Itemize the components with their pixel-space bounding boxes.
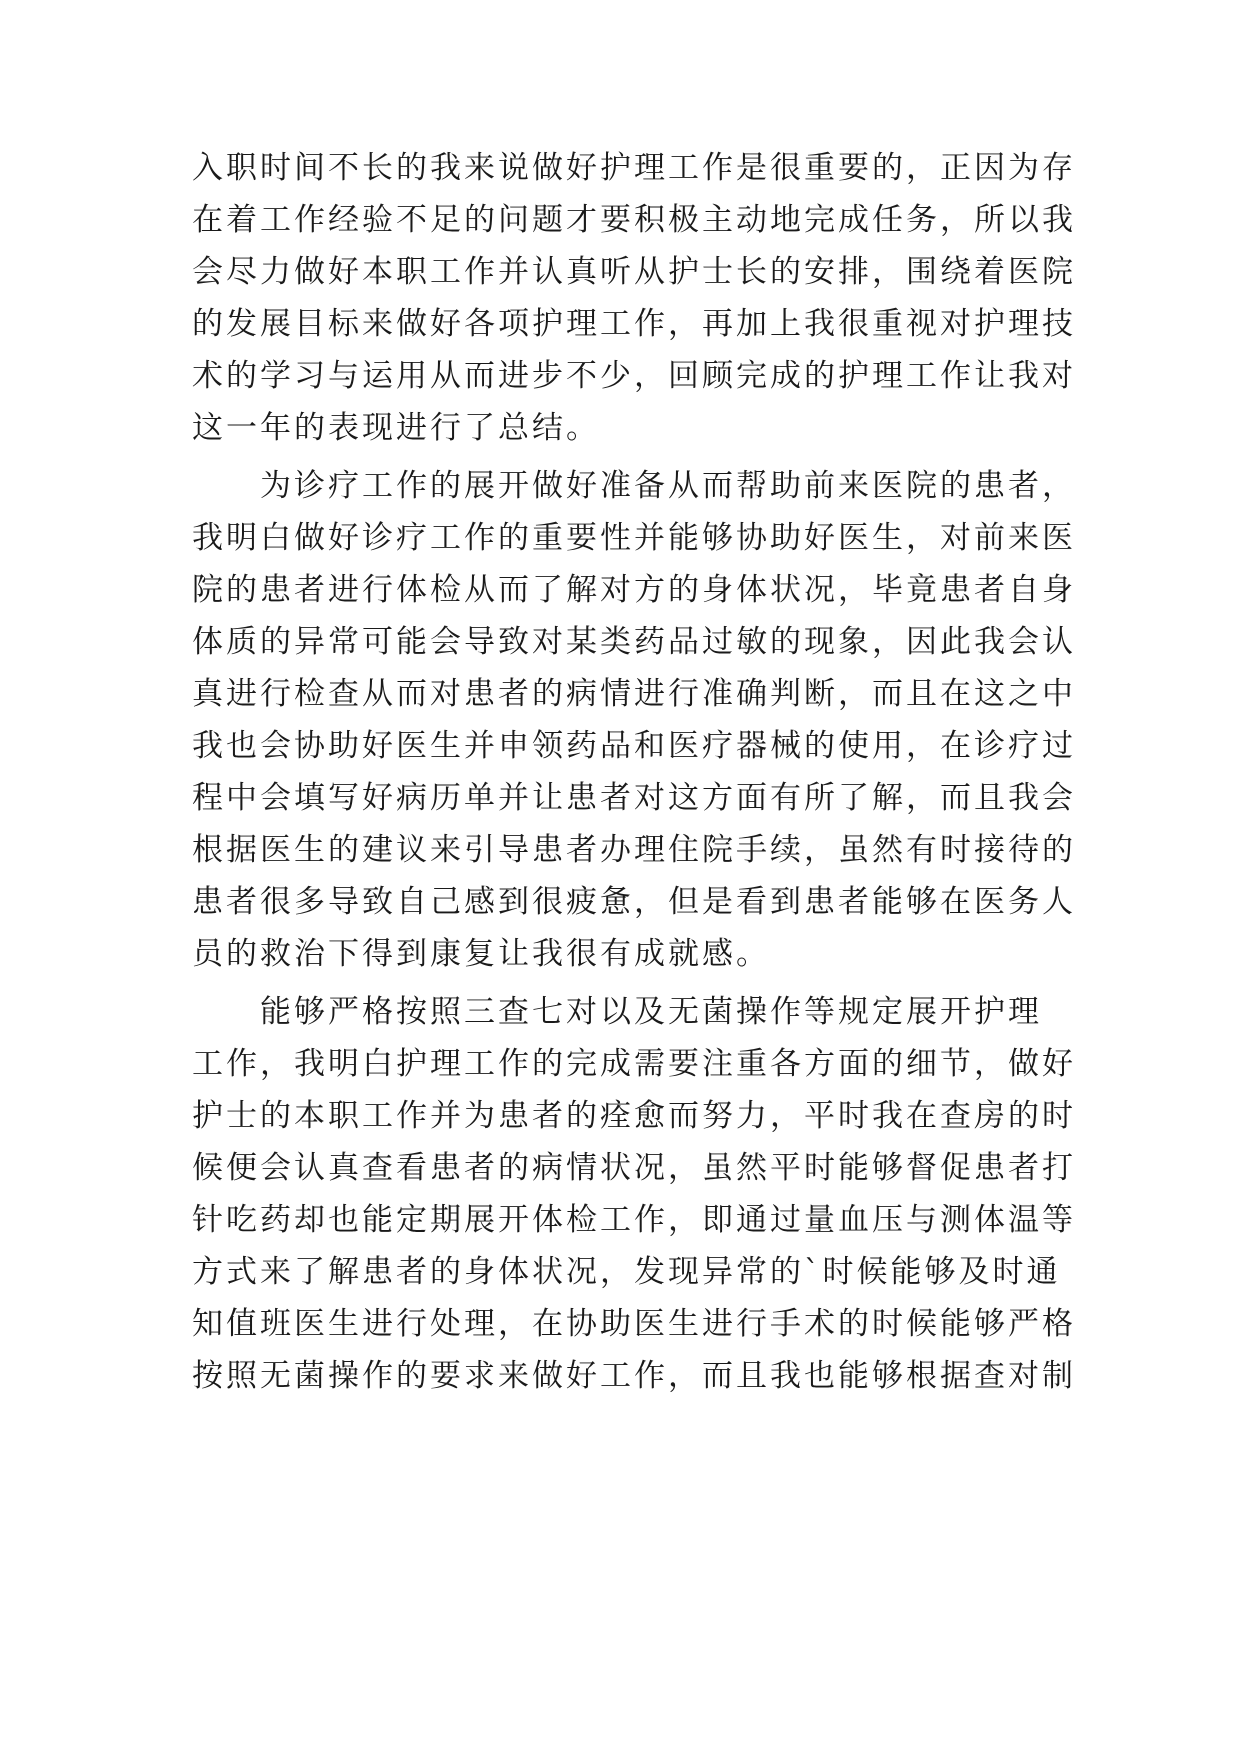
- paragraph-2-line-1: 为诊疗工作的展开做好准备从而帮助前来医院的患者，: [260, 468, 1076, 504]
- paragraph-1-line-6: 这一年的表现进行了总结。: [192, 410, 600, 446]
- paragraph-2-line-6: 我也会协助好医生并申领药品和医疗器械的使用，在诊疗过: [192, 728, 1076, 764]
- paragraph-3-line-5: 针吃药却也能定期展开体检工作，即通过量血压与测体温等: [192, 1202, 1076, 1238]
- paragraph-2-line-5: 真进行检查从而对患者的病情进行准确判断，而且在这之中: [192, 676, 1076, 712]
- paragraph-1-line-1: 入职时间不长的我来说做好护理工作是很重要的，正因为存: [192, 150, 1076, 186]
- paragraph-1-line-5: 术的学习与运用从而进步不少，回顾完成的护理工作让我对: [192, 358, 1076, 394]
- paragraph-2-line-8: 根据医生的建议来引导患者办理住院手续，虽然有时接待的: [192, 832, 1076, 868]
- paragraph-3-line-4: 候便会认真查看患者的病情状况，虽然平时能够督促患者打: [192, 1150, 1076, 1186]
- paragraph-2-line-2: 我明白做好诊疗工作的重要性并能够协助好医生，对前来医: [192, 520, 1076, 556]
- paragraph-2-line-9: 患者很多导致自己感到很疲惫，但是看到患者能够在医务人: [192, 884, 1076, 920]
- paragraph-1-line-2: 在着工作经验不足的问题才要积极主动地完成任务，所以我: [192, 202, 1076, 238]
- paragraph-3-line-7: 知值班医生进行处理，在协助医生进行手术的时候能够严格: [192, 1306, 1076, 1342]
- paragraph-2-line-7: 程中会填写好病历单并让患者对这方面有所了解，而且我会: [192, 780, 1076, 816]
- paragraph-3-line-2: 工作，我明白护理工作的完成需要注重各方面的细节，做好: [192, 1046, 1076, 1082]
- paragraph-3-line-1: 能够严格按照三查七对以及无菌操作等规定展开护理: [260, 994, 1042, 1030]
- paragraph-1-line-4: 的发展目标来做好各项护理工作，再加上我很重视对护理技: [192, 306, 1076, 342]
- paragraph-2-line-4: 体质的异常可能会导致对某类药品过敏的现象，因此我会认: [192, 624, 1076, 660]
- paragraph-3-line-6: 方式来了解患者的身体状况，发现异常的`时候能够及时通: [192, 1254, 1061, 1290]
- paragraph-2-line-10: 员的救治下得到康复让我很有成就感。: [192, 936, 770, 972]
- paragraph-3-line-8: 按照无菌操作的要求来做好工作，而且我也能够根据查对制: [192, 1358, 1076, 1394]
- paragraph-3-line-3: 护士的本职工作并为患者的痊愈而努力，平时我在查房的时: [192, 1098, 1076, 1134]
- paragraph-1-line-3: 会尽力做好本职工作并认真听从护士长的安排，围绕着医院: [192, 254, 1076, 290]
- paragraph-2-line-3: 院的患者进行体检从而了解对方的身体状况，毕竟患者自身: [192, 572, 1076, 608]
